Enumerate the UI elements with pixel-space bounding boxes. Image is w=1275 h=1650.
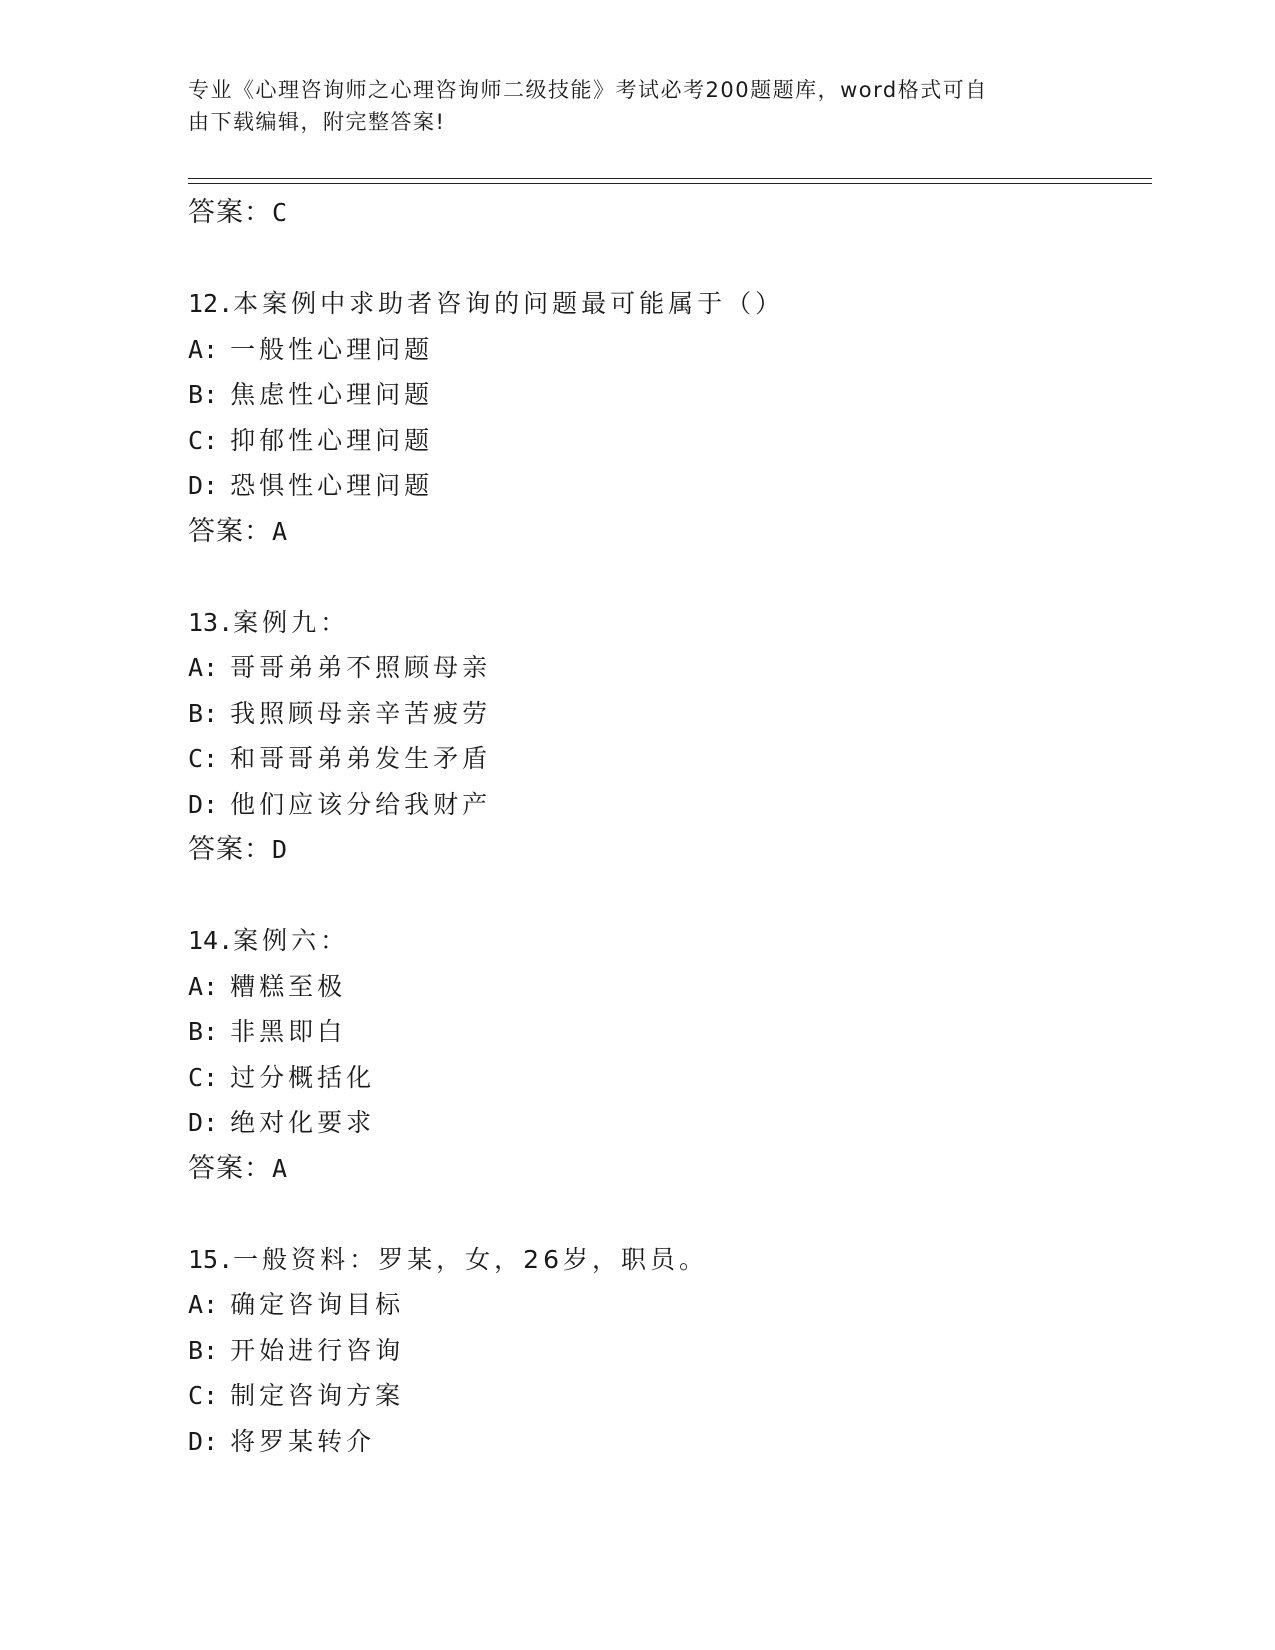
option-b: B: 焦虑性心理问题 [188, 380, 434, 409]
question-list [188, 190, 1148, 1464]
option-a: A: 糟糕至极 [188, 971, 347, 1001]
option-a: A: 一般性心理问题 [188, 334, 434, 364]
question-text: 本案例中求助者咨询的问题最可能属于（） [233, 289, 785, 318]
header-rule-top [188, 178, 1152, 179]
option-c: C: 和哥哥弟弟发生矛盾 [188, 744, 492, 773]
question-stem [188, 918, 1148, 964]
option-b: B: 非黑即白 [188, 1017, 347, 1046]
answer-value: A [272, 1153, 289, 1183]
question-text: 案例六： [233, 926, 350, 955]
option-b: B: 我照顾母亲辛苦疲劳 [188, 698, 492, 728]
option-c: C: 抑郁性心理问题 [188, 425, 434, 455]
option-b: B: 开始进行咨询 [188, 1335, 405, 1365]
spacer [188, 1191, 1148, 1237]
answer-label: 答案： [188, 834, 272, 865]
question-number: 14. [188, 926, 234, 955]
question-text: 一般资料：罗某，女，26岁，职员。 [233, 1244, 708, 1274]
spacer [188, 873, 1148, 919]
option-a: A: 确定咨询目标 [188, 1290, 405, 1319]
answer-line [188, 190, 1148, 236]
answer-value: D [272, 835, 289, 864]
spacer [188, 554, 1148, 600]
answer-line [188, 827, 1148, 873]
answer-value: A [272, 516, 289, 546]
option-d: D: 恐惧性心理问题 [188, 471, 434, 500]
question-number: 12. [188, 289, 234, 318]
question-text: 案例九： [233, 607, 350, 637]
answer-label: 答案： [188, 1152, 272, 1184]
answer-line [188, 509, 1148, 555]
answer-line [188, 1146, 1148, 1192]
question-number: 13. [188, 607, 234, 637]
question-number: 15. [188, 1244, 234, 1274]
header-line-1: 专业《心理咨询师之心理咨询师二级技能》考试必考200题题库，word格式可自 [188, 78, 988, 102]
option-d: D: 他们应该分给我财产 [188, 789, 492, 819]
option-c: C: 制定咨询方案 [188, 1381, 405, 1410]
question-stem [188, 281, 1148, 327]
option-a: A: 哥哥弟弟不照顾母亲 [188, 653, 492, 682]
question-stem [188, 600, 1148, 646]
answer-label: 答案： [188, 197, 272, 228]
header-line-2: 由下载编辑，附完整答案! [188, 110, 446, 134]
answer-label: 答案： [188, 515, 272, 547]
question-stem [188, 1237, 1148, 1283]
answer-value: C [272, 198, 289, 227]
document-header [188, 74, 1088, 138]
option-d: D: 绝对化要求 [188, 1108, 376, 1137]
spacer [188, 236, 1148, 282]
option-d: D: 将罗某转介 [188, 1426, 376, 1456]
option-c: C: 过分概括化 [188, 1062, 376, 1092]
header-rule-bottom [188, 183, 1152, 184]
